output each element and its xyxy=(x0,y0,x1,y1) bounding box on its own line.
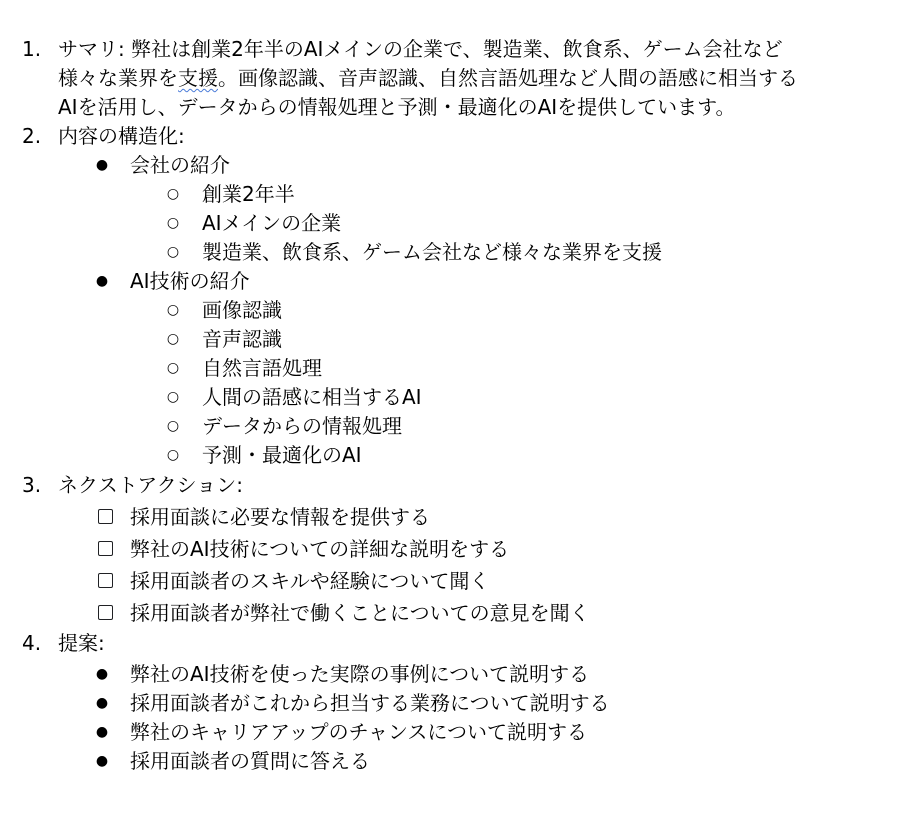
checkbox[interactable] xyxy=(98,605,113,620)
bullet-icon: ● xyxy=(95,724,109,740)
section-title: 内容の構造化: xyxy=(58,124,185,148)
checklist-item-text: 採用面談者のスキルや経験について聞く xyxy=(130,569,490,593)
hollow-bullet-icon: ○ xyxy=(166,360,180,376)
proposal-text: 採用面談者の質問に答える xyxy=(130,749,370,773)
bullet-icon: ● xyxy=(95,753,109,769)
sub-item-text: 画像認識 xyxy=(202,298,282,322)
group-label: 会社の紹介 xyxy=(130,153,230,177)
list-number: 2. xyxy=(22,124,42,148)
section-title: 提案: xyxy=(58,631,105,655)
hollow-bullet-icon: ○ xyxy=(166,302,180,318)
summary-text: サマリ: 弊社は創業2年半のAIメインの企業で、製造業、飲食系、ゲーム会社など xyxy=(58,37,783,61)
sub-item-text: 創業2年半 xyxy=(202,182,295,206)
checkbox[interactable] xyxy=(98,573,113,588)
bullet-icon: ● xyxy=(95,666,109,682)
hollow-bullet-icon: ○ xyxy=(166,215,180,231)
summary-text-part: 様々な業界を xyxy=(58,66,178,90)
hollow-bullet-icon: ○ xyxy=(166,389,180,405)
proposal-text: 弊社のAI技術を使った実際の事例について説明する xyxy=(130,662,590,686)
checklist-item-text: 採用面談に必要な情報を提供する xyxy=(130,505,430,529)
checklist-item-text: 弊社のAI技術についての詳細な説明をする xyxy=(130,537,510,561)
summary-text-part: 。画像認識、音声認識、自然言語処理など人間の語感に相当する xyxy=(218,66,798,90)
proposal-text: 弊社のキャリアアップのチャンスについて説明する xyxy=(130,720,587,744)
summary-text: AIを活用し、データからの情報処理と予測・最適化のAIを提供しています。 xyxy=(58,95,736,119)
section-title: ネクストアクション: xyxy=(58,473,243,497)
checklist-item-text: 採用面談者が弊社で働くことについての意見を聞く xyxy=(130,601,590,625)
list-number: 3. xyxy=(22,473,42,497)
list-number: 4. xyxy=(22,631,42,655)
group-label: AI技術の紹介 xyxy=(130,269,250,293)
checkbox[interactable] xyxy=(98,509,113,524)
proposal-text: 採用面談者がこれから担当する業務について説明する xyxy=(130,691,610,715)
hollow-bullet-icon: ○ xyxy=(166,447,180,463)
sub-item-text: 自然言語処理 xyxy=(202,356,322,380)
bullet-icon: ● xyxy=(95,157,109,173)
hollow-bullet-icon: ○ xyxy=(166,244,180,260)
sub-item-text: 人間の語感に相当するAI xyxy=(202,385,422,409)
sub-item-text: 音声認識 xyxy=(202,327,282,351)
summary-text xyxy=(58,64,798,93)
hollow-bullet-icon: ○ xyxy=(166,331,180,347)
sub-item-text: 製造業、飲食系、ゲーム会社など様々な業界を支援 xyxy=(202,240,662,264)
spellcheck-underlined-word[interactable]: 支援 xyxy=(178,66,218,90)
hollow-bullet-icon: ○ xyxy=(166,418,180,434)
sub-item-text: データからの情報処理 xyxy=(202,414,402,438)
sub-item-text: AIメインの企業 xyxy=(202,211,342,235)
bullet-icon: ● xyxy=(95,695,109,711)
bullet-icon: ● xyxy=(95,273,109,289)
sub-item-text: 予測・最適化のAI xyxy=(202,443,362,467)
hollow-bullet-icon: ○ xyxy=(166,186,180,202)
checkbox[interactable] xyxy=(98,541,113,556)
list-number: 1. xyxy=(22,37,42,61)
